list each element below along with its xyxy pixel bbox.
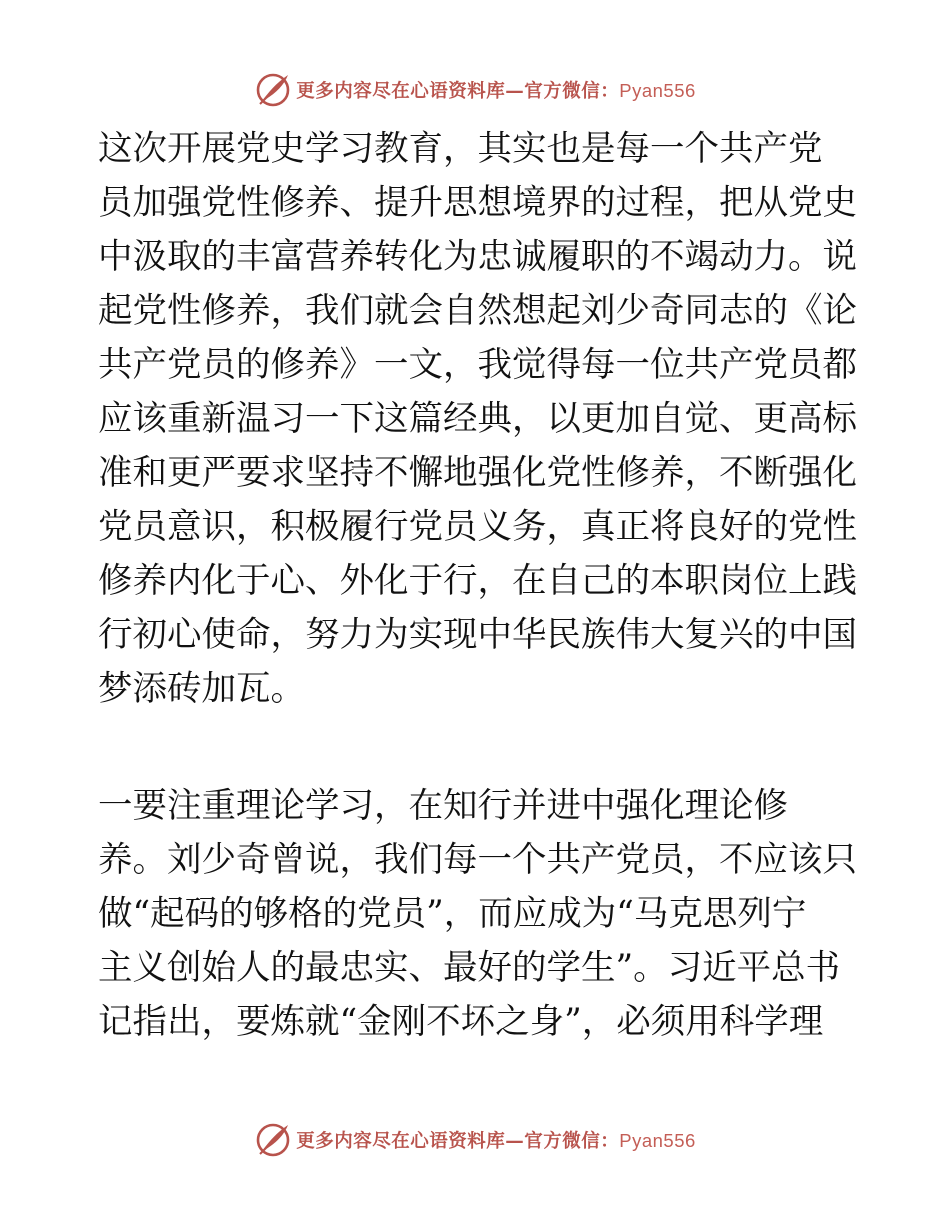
text-line: 做“起码的够格的党员”，而应成为“马克思列宁 [98,894,807,934]
quill-logo-icon [254,71,292,109]
text-line: 养。刘少奇曾说，我们每一个共产党员，不应该只 [98,840,857,880]
footer-banner [0,1120,950,1160]
wechat-id: Pyan556 [619,80,696,101]
text-line: 行初心使命，努力为实现中华民族伟大复兴的中国 [98,615,857,655]
text-line: 党员意识，积极履行党员义务，真正将良好的党性 [98,507,857,547]
text-line: 中汲取的丰富营养转化为忠诚履职的不竭动力。说 [98,237,857,277]
quill-logo-icon [254,1121,292,1159]
wechat-id: Pyan556 [619,1130,696,1151]
text-line: 修养内化于心、外化于行，在自己的本职岗位上践 [98,561,857,601]
header-banner [0,70,950,110]
text-line: 主义创始人的最忠实、最好的学生”。习近平总书 [98,948,841,988]
paragraph-2 [98,779,858,1049]
banner-text: 更多内容尽在心语资料库—官方微信：Pyan556 [296,80,696,102]
text-line: 员加强党性修养、提升思想境界的过程，把从党史 [98,183,857,223]
banner-text: 更多内容尽在心语资料库—官方微信：Pyan556 [296,1130,696,1152]
text-line: 梦添砖加瓦。 [98,669,305,709]
text-line: 这次开展党史学习教育，其实也是每一个共产党 [98,129,823,169]
text-line: 一要注重理论学习，在知行并进中强化理论修 [98,786,788,826]
text-line: 记指出，要炼就“金刚不坏之身”，必须用科学理 [98,1002,824,1042]
text-line: 准和更严要求坚持不懈地强化党性修养，不断强化 [98,453,857,493]
text-line: 应该重新温习一下这篇经典，以更加自觉、更高标 [98,399,857,439]
paragraph-1 [98,122,858,716]
text-line: 起党性修养，我们就会自然想起刘少奇同志的《论 [98,291,857,331]
text-line: 共产党员的修养》一文，我觉得每一位共产党员都 [98,345,857,385]
